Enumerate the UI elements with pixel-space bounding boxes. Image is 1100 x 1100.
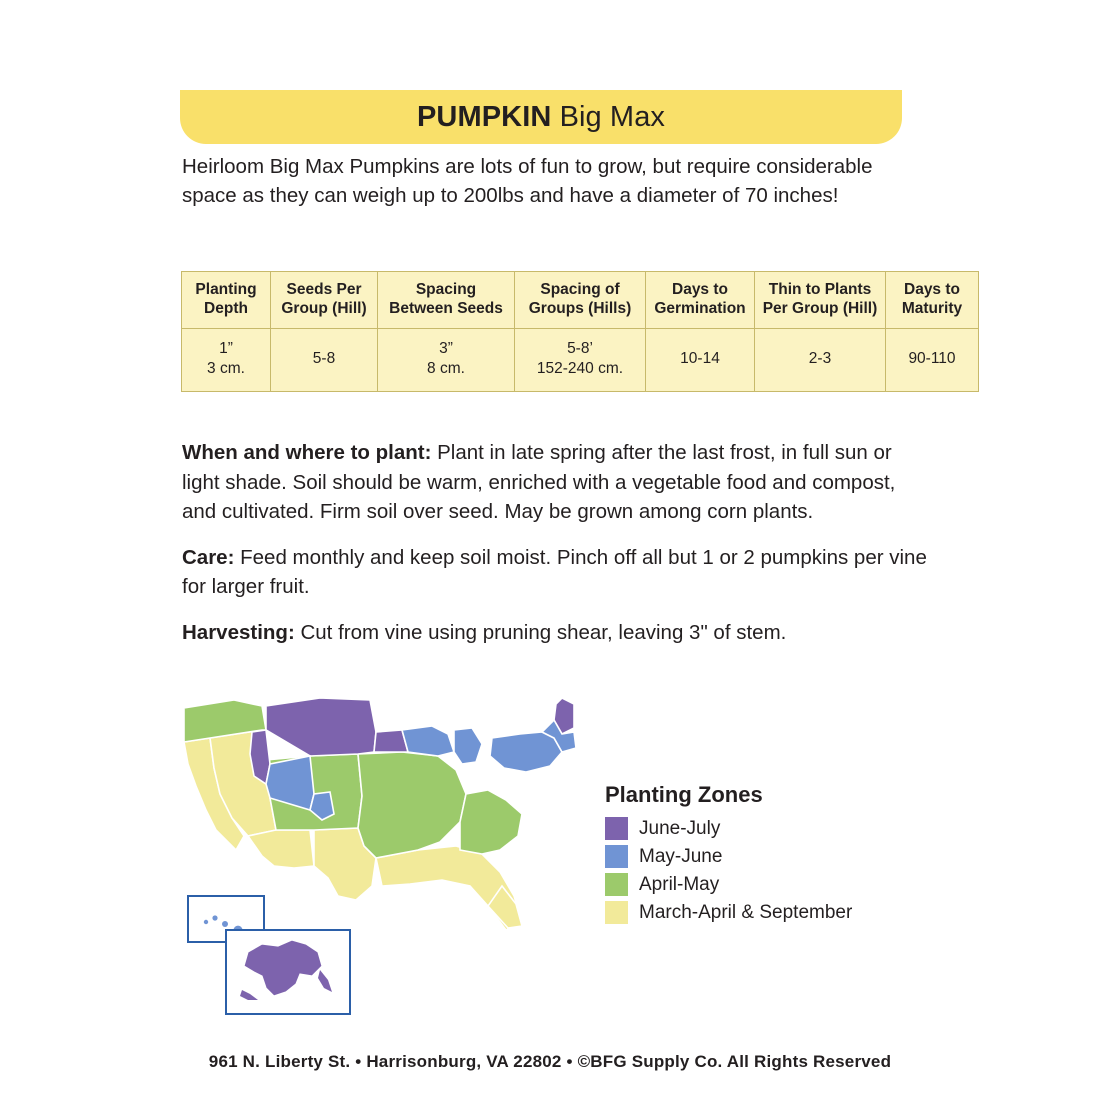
table-cell: 1” 3 cm.: [182, 328, 271, 391]
table-header-cell: Thin to Plants Per Group (Hill): [755, 272, 886, 329]
state-region-green-appalachia: [460, 790, 522, 854]
alaska-inset: [226, 930, 350, 1014]
section-text: Feed monthly and keep soil moist. Pinch off all but 1 or 2 pumpkins per vine for larger fruit.: [182, 545, 927, 599]
legend-swatch: [605, 873, 628, 896]
planting-spec-table: [181, 271, 979, 392]
state-region-blue-greatlakes: [402, 726, 454, 756]
table-cell: 5-8: [271, 328, 378, 391]
table-header-cell: Spacing Between Seeds: [378, 272, 515, 329]
table-cell: 90-110: [886, 328, 979, 391]
table-header-cell: Days to Maturity: [886, 272, 979, 329]
legend-label: April-May: [639, 874, 720, 895]
map-legend: [605, 782, 925, 929]
planting-zone-map-area: [170, 690, 930, 1020]
legend-label: June-July: [639, 818, 721, 839]
section-care: [182, 543, 934, 602]
intro-paragraph: Heirloom Big Max Pumpkins are lots of fun to grow, but require considerable space as they can weigh up to 200lbs and have a diameter of 70 inches!: [182, 155, 873, 208]
legend-item-june-july: [605, 817, 925, 840]
table-header-row: [182, 272, 979, 329]
table-header-cell: Days to Germination: [646, 272, 755, 329]
table-row: [182, 328, 979, 391]
section-heading: Care:: [182, 545, 235, 569]
header-banner: [180, 90, 902, 144]
usa-planting-zone-map: [170, 690, 600, 1020]
product-name-light: Big Max: [551, 100, 666, 133]
state-region-green-central: [358, 752, 466, 858]
table-header-cell: Spacing of Groups (Hills): [515, 272, 646, 329]
legend-swatch: [605, 901, 628, 924]
state-region-blue-northeast: [490, 732, 562, 772]
footer-address: 961 N. Liberty St. • Harrisonburg, VA 22802 • ©BFG Supply Co. All Rights Reserved: [208, 1052, 892, 1071]
table-header-cell: Seeds Per Group (Hill): [271, 272, 378, 329]
section-heading: When and where to plant:: [182, 441, 432, 464]
section-harvesting: [182, 618, 934, 648]
table-cell: 3” 8 cm.: [378, 328, 515, 391]
legend-label: March-April & September: [639, 902, 853, 923]
state-region-purple-northern-plains: [266, 698, 376, 756]
instructions: [182, 438, 934, 647]
legend-item-may-june: [605, 845, 925, 868]
section-heading: Harvesting:: [182, 620, 295, 644]
legend-item-march-april-september: [605, 901, 925, 924]
section-text: Cut from vine using pruning shear, leaving 3" of stem.: [294, 620, 787, 644]
legend-label: May-June: [639, 846, 723, 867]
section-when-where: [182, 438, 934, 527]
table-cell: 5-8’ 152-240 cm.: [515, 328, 646, 391]
legend-item-april-may: [605, 873, 925, 896]
table-header-cell: Planting Depth: [182, 272, 271, 329]
page-title: [417, 101, 665, 134]
product-name-bold: PUMPKIN: [416, 100, 552, 133]
table-cell: 2-3: [755, 328, 886, 391]
state-arizona-newmexico: [248, 830, 314, 868]
legend-title: Planting Zones: [605, 782, 763, 807]
state-region-blue-michigan: [454, 728, 482, 764]
legend-swatch: [605, 845, 628, 868]
legend-swatch: [605, 817, 628, 840]
section-text: Plant in late spring after the last frost, in full sun or light shade. Soil should be warm, enriched with a vegetable food and compost, and cultivated. Firm soil over seed. May be grown among corn plants.: [182, 441, 896, 524]
table-cell: 10-14: [646, 328, 755, 391]
